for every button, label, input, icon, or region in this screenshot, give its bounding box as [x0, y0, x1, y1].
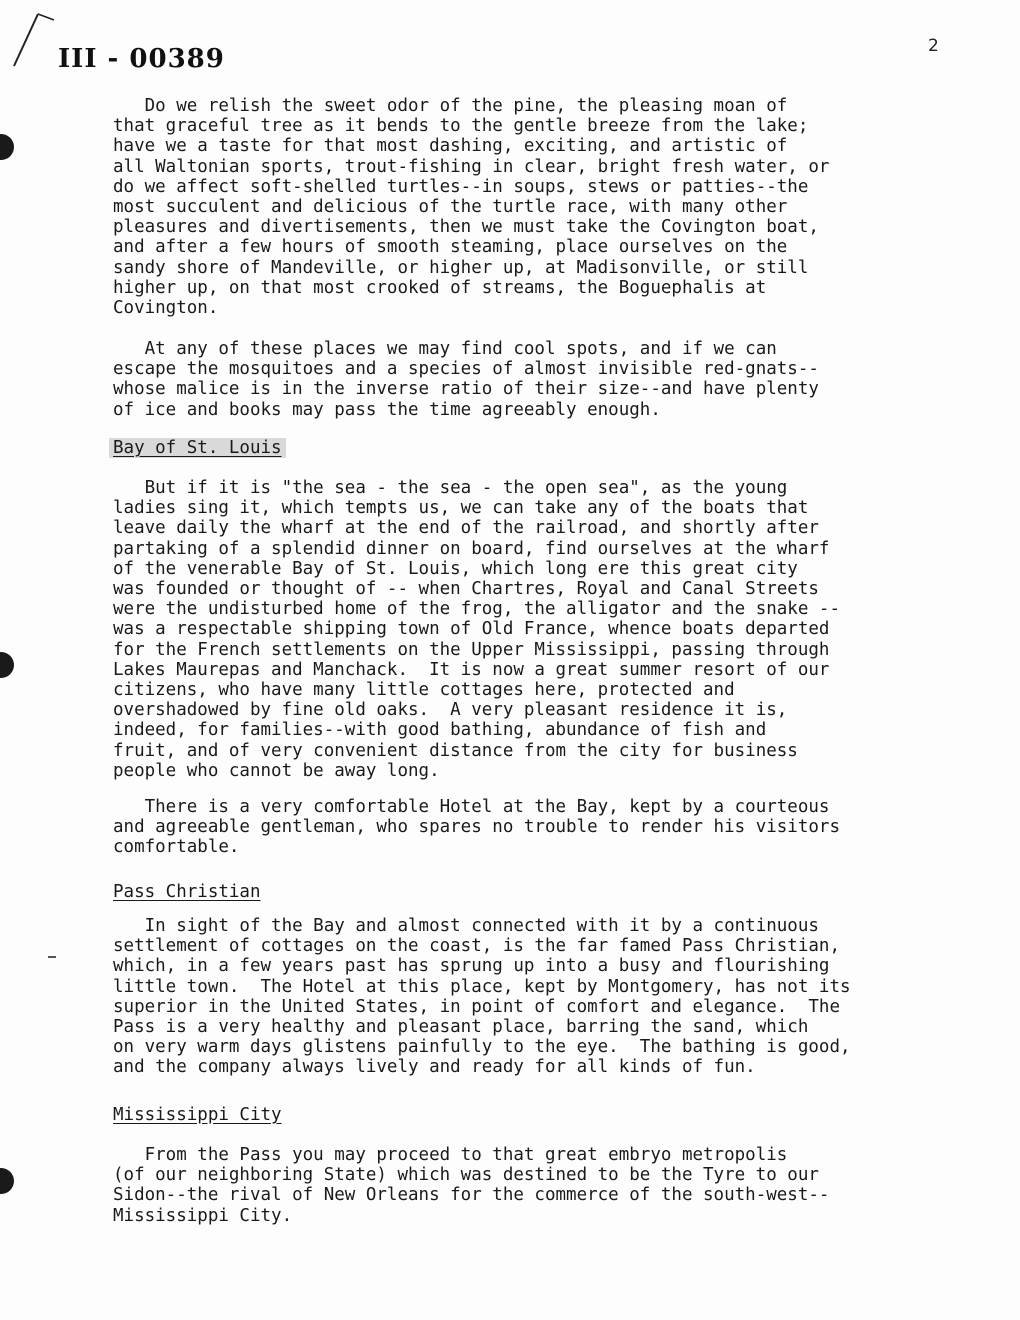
heading-mississippi-city: Mississippi City [113, 1105, 282, 1125]
paragraph-hotel-bay: There is a very comfortable Hotel at the Bay, kept by a courteous and agreeable gentleman, who spares no trouble to render his visitors comfortable. [113, 797, 840, 858]
heading-bay-of-st-louis: Bay of St. Louis [109, 438, 286, 458]
heading-pass-christian: Pass Christian [113, 882, 261, 902]
document-id: III - 00389 [58, 44, 225, 74]
paragraph-open-sea: But if it is "the sea - the sea - the open sea", as the young ladies sing it, which tempts us, we can take any of the boats that leave daily the wharf at the end of the railroad, and shortly after partaking of a splendid dinner on board, find ourselves at the wharf of the venerable Bay of St. Louis, which long ere this great city was founded or thought of -- when Chartres, Royal and Canal Streets were the undisturbed home of the frog, the alligator and the snake -- was a respectable shipping town of Old France, whence boats departed for the French settlements on the Upper Mississippi, passing through Lakes Maurepas and Manchack. It is now a great summer resort of our citizens, who have many little cottages here, protected and overshadowed by fine old oaks. A very pleasant residence it is, indeed, for families--with good bathing, abundance of fish and fruit, and of very convenient distance from the city for business people who cannot be away long. [113, 478, 840, 781]
margin-mark [48, 956, 56, 958]
paragraph-mississippi-city: From the Pass you may proceed to that great embryo metropolis (of our neighboring State) which was destined to be the Tyre to our Sidon--the rival of New Orleans for the commerce of the south-west-- Mississippi City. [113, 1145, 830, 1226]
paragraph-pine: Do we relish the sweet odor of the pine, the pleasing moan of that graceful tree as it bends to the gentle breeze from the lake; have we a taste for that most dashing, exciting, and artistic of all Waltonian sports, trout-fishing in clear, bright fresh water, or do we affect soft-shelled turtles--in soups, stews or patties--the most succulent and delicious of the turtle race, with many other pleasures and divertisements, then we must take the Covington boat, and after a few hours of smooth steaming, place ourselves on the sandy shore of Mandeville, or higher up, at Madisonville, or still higher up, on that most crooked of streams, the Boguephalis at Covington. [113, 96, 830, 319]
page-number: 2 [928, 36, 939, 56]
punch-hole [0, 652, 14, 678]
paragraph-pass-christian: In sight of the Bay and almost connected with it by a continuous settlement of cottages on the coast, is the far famed Pass Christian, which, in a few years past has sprung up into a busy and flourishing little town. The Hotel at this place, kept by Montgomery, has not its superior in the United States, in point of comfort and elegance. The Pass is a very healthy and pleasant place, barring the sand, which on very warm days glistens painfully to the eye. The bathing is good, and the company always lively and ready for all kinds of fun. [113, 916, 851, 1078]
paragraph-cool-spots: At any of these places we may find cool spots, and if we can escape the mosquitoes and a species of almost invisible red-gnats-- whose malice is in the inverse ratio of their size--and have plenty of ice and books may pass the time agreeably enough. [113, 339, 819, 420]
punch-hole [0, 134, 14, 160]
punch-hole [0, 1168, 14, 1194]
